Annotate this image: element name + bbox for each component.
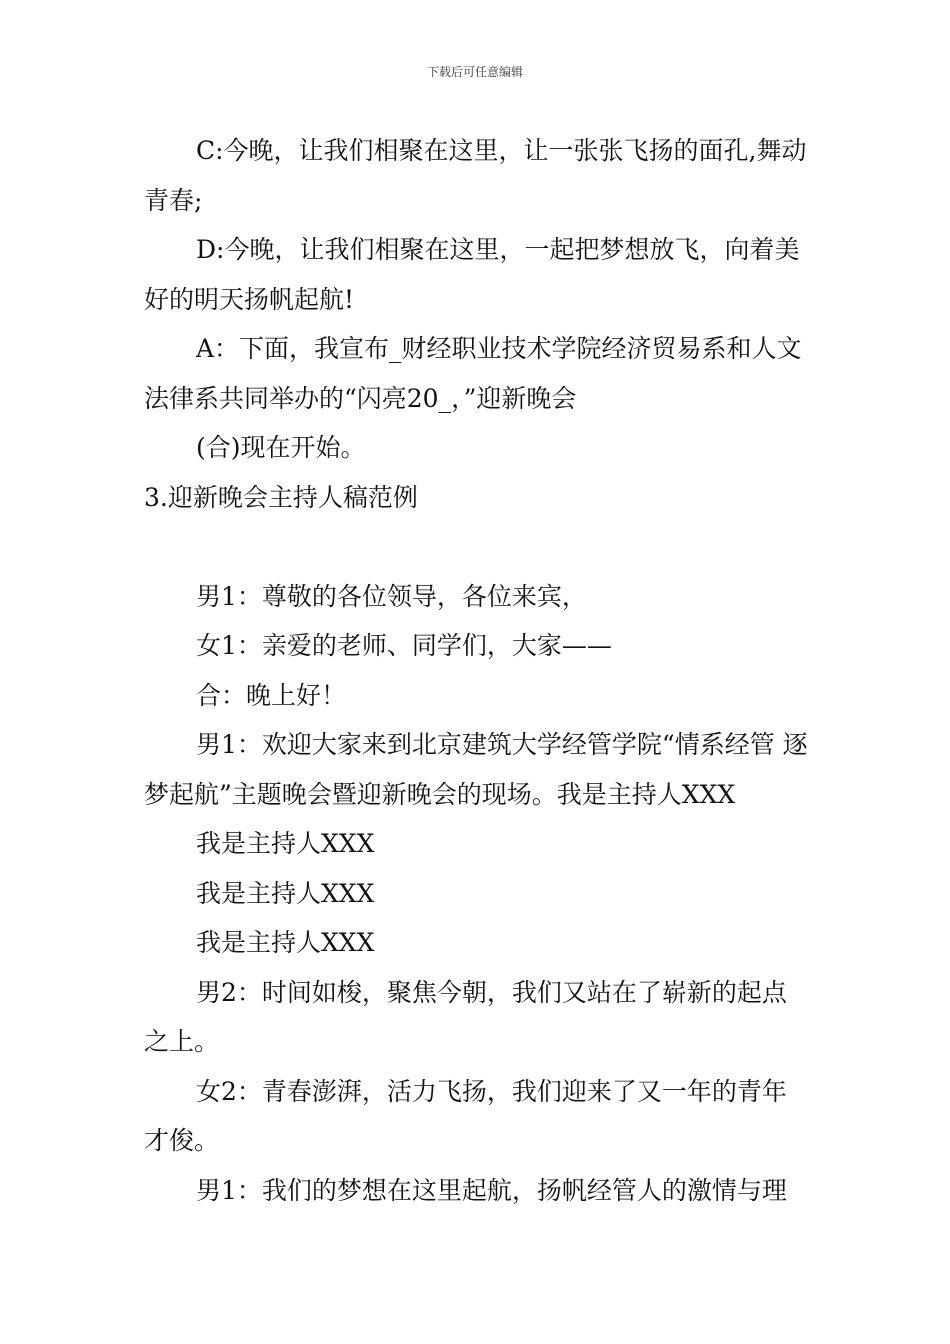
paragraph: (合)现在开始。	[196, 433, 366, 462]
document-body	[144, 126, 810, 1215]
paragraph: 合：晚上好！	[196, 680, 347, 710]
paragraph: 女1：亲爱的老师、同学们，大家——	[196, 631, 612, 660]
blank-line	[144, 522, 810, 572]
paragraph: A：下面，我宣布_财经职业技术学院经济贸易系和人文法律系共同举办的“闪亮20_，”迎新晚会	[144, 334, 802, 413]
page-header: 下载后可任意编辑	[426, 65, 523, 79]
paragraph: 我是主持人XXX	[196, 829, 375, 858]
paragraph: 男1：尊敬的各位领导，各位来宾，	[196, 581, 587, 611]
paragraph: 男1：欢迎大家来到北京建筑大学经管学院“情系经管 逐梦起航”主题晚会暨迎新晚会的现场。我是主持人XXX	[144, 730, 808, 809]
paragraph: 我是主持人XXX	[196, 878, 375, 908]
paragraph: C:今晚，让我们相聚在这里，让一张张飞扬的面孔,舞动青春;	[144, 136, 807, 215]
section-heading: 3.迎新晚会主持人稿范例	[144, 482, 418, 512]
paragraph: 女2：青春澎湃，活力飞扬，我们迎来了又一年的青年才俊。	[144, 1076, 787, 1155]
paragraph: 男1：我们的梦想在这里起航，扬帆经管人的激情与理	[196, 1175, 787, 1205]
paragraph: D:今晚，让我们相聚在这里，一起把梦想放飞，向着美好的明天扬帆起航!	[144, 235, 800, 314]
paragraph: 男2：时间如梭，聚焦今朝，我们又站在了崭新的起点之上。	[144, 977, 787, 1056]
paragraph: 我是主持人XXX	[196, 928, 375, 957]
